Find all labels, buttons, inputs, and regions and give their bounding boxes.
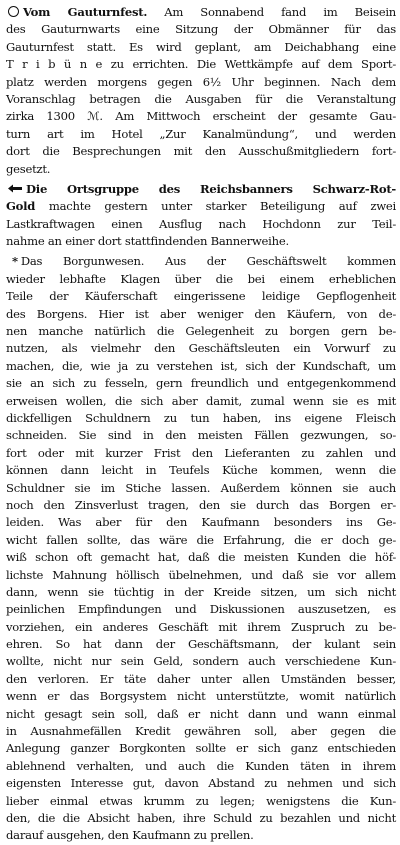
text-line: [6, 21, 396, 38]
body-text: T r i b ü n e zu errichten. Die Wettkämpfe auf dem Sport-: [6, 57, 396, 72]
text-line: [6, 793, 396, 810]
text-line: [6, 288, 396, 305]
body-text: lichste Mahnung höllisch übelnehmen, und daß sie vor allem: [6, 567, 396, 582]
body-text: Gauturnfest statt. Es wird geplant, am Deichabhang eine: [6, 39, 396, 54]
text-line: [6, 480, 396, 497]
article-3: [6, 253, 396, 844]
text-line: [6, 375, 396, 392]
text-line: [6, 108, 396, 125]
body-text: machte gestern unter starker Beteiligung auf zwei: [35, 199, 396, 214]
text-line: [6, 323, 396, 340]
body-text: wicht fallen sollte, das wäre die Erfahrung, die er doch ge-: [6, 532, 396, 547]
body-text: dann, wenn sie tüchtig in der Kreide sitzen, um sich nicht: [6, 584, 396, 599]
body-text: eigensten Interesse gut, davon Abstand zu nehmen und sich: [6, 776, 396, 791]
text-line: [6, 723, 396, 740]
text-line: [6, 233, 396, 250]
text-line: [6, 636, 396, 653]
body-text: nahme an einer dort stattfindenden Bannerweihe.: [6, 234, 289, 249]
text-line: [6, 671, 396, 688]
text-line: [6, 688, 396, 705]
body-text: wenn er das Borgsystem nicht unterstützte, womit natürlich: [6, 689, 396, 704]
text-line: [6, 393, 396, 410]
body-text: nicht gesagt sein soll, daß er nicht dann und wann einmal: [6, 706, 396, 721]
body-text: Schuldner sie im Stiche lassen. Außerdem können sie auch: [6, 480, 396, 495]
body-text: ablehnend verhalten, und auch die Kunden täten in ihrem: [6, 758, 396, 773]
body-text: des Gauturnwarts eine Sitzung der Obmänner für das: [6, 22, 396, 37]
body-text: den verloren. Er täte daher unter allen Umständen besser,: [6, 671, 396, 686]
text-line: [6, 271, 396, 288]
body-text: wollte, nicht nur sein Geld, sondern auch verschiedene Kun-: [6, 654, 396, 669]
text-line: [6, 619, 396, 636]
text-line: [6, 358, 396, 375]
text-line: [6, 340, 396, 357]
body-text: erweisen wollen, die sich aber damit, zumal wenn sie es mit: [6, 393, 396, 408]
text-line: [6, 740, 396, 757]
body-text: darauf ausgehen, den Kaufmann zu prellen.: [6, 828, 254, 843]
text-line: [6, 758, 396, 775]
article-2: [6, 181, 396, 251]
body-text: leiden. Was aber für den Kaufmann besonders ins Ge-: [6, 515, 396, 530]
body-text: turn art im Hotel „Zur Kanalmündung“, und werden: [6, 126, 396, 141]
headline: Vom Gauturnfest.: [23, 5, 148, 19]
body-text: platz werden morgens gegen 6½ Uhr beginnen. Nach dem: [6, 74, 396, 89]
text-line: [6, 514, 396, 531]
body-text: Voranschlag betragen die Ausgaben für die Veranstaltung: [6, 91, 396, 106]
text-line: [6, 497, 396, 514]
headline: Die Ortsgruppe des Reichsbanners Schwarz-Rot-: [26, 181, 396, 196]
text-line: [6, 827, 396, 844]
body-text: dickfelligen Schuldnern zu tun haben, ins eigene Fleisch: [6, 410, 396, 425]
body-text: Am Sonnabend fand im Beisein: [147, 5, 396, 19]
body-text: machen, die, wie ja zu verstehen ist, sich der Kundschaft, um: [6, 358, 396, 373]
body-text: sie an sich zu fesseln, gern freundlich und entgegenkommend: [6, 376, 396, 391]
arrow-icon: [8, 181, 22, 198]
body-text: fort oder mit kurzer Frist den Lieferanten zu zahlen und: [6, 445, 396, 460]
body-text: in Ausnahmefällen Kredit gewähren soll, aber gegen die: [6, 724, 396, 739]
text-line: [6, 549, 396, 566]
body-text: Das Borgunwesen. Aus der Geschäftswelt kommen: [20, 254, 396, 269]
star-icon: *: [12, 254, 18, 269]
circle-icon: [8, 6, 19, 17]
text-line: [6, 74, 396, 91]
body-text: peinlichen Empfindungen und Diskussionen auszusetzen, es: [6, 602, 396, 617]
text-line: [6, 427, 396, 444]
body-text: vorziehen, ein anderes Geschäft mit ihrem Zuspruch zu be-: [6, 619, 396, 634]
body-text: gesetzt.: [6, 161, 51, 176]
body-text: des Borgens. Hier ist aber weniger den Käufern, von de-: [6, 306, 396, 321]
text-line: [6, 91, 396, 108]
text-line: [6, 410, 396, 427]
body-text: wiß schon oft gemacht hat, daß die meisten Kunden die höf-: [6, 550, 396, 565]
text-line: [6, 126, 396, 143]
newspaper-column: [6, 4, 396, 843]
text-line: [6, 775, 396, 792]
text-line: [6, 653, 396, 670]
text-line: [6, 39, 396, 56]
headline: Gold: [6, 199, 36, 214]
body-text: lieber einmal etwas krumm zu legen; wenigstens die Kun-: [6, 793, 396, 808]
text-line: [6, 706, 396, 723]
text-line: [6, 181, 396, 198]
body-text: wieder lebhafte Klagen über die bei einem erheblichen: [6, 271, 396, 286]
body-text: nen manche natürlich die Gelegenheit zu borgen gern be-: [6, 324, 396, 339]
text-line: [6, 584, 396, 601]
body-text: können dann leicht in Teufels Küche kommen, wenn die: [6, 463, 396, 478]
text-line: [6, 567, 396, 584]
text-line: [6, 198, 396, 215]
text-line: [6, 253, 396, 270]
body-text: nutzen, als vielmehr den Geschäftsleuten ein Vorwurf zu: [6, 341, 396, 356]
body-text: dort die Besprechungen mit den Ausschußmitgliedern fort-: [6, 144, 396, 159]
body-text: Lastkraftwagen einen Ausflug nach Hochdonn zur Teil-: [6, 216, 396, 231]
body-text: ehren. So hat dann der Geschäftsmann, der kulant sein: [6, 637, 396, 652]
text-line: [6, 445, 396, 462]
body-text: Teile der Käuferschaft eingerissene leidige Gepflogenheit: [6, 289, 396, 304]
text-line: [6, 161, 396, 178]
body-text: Anlegung ganzer Borgkonten sollte er sich ganz entschieden: [6, 741, 396, 756]
body-text: noch den Zinsverlust tragen, den sie durch das Borgen er-: [6, 497, 396, 512]
text-line: [6, 306, 396, 323]
text-line: [6, 532, 396, 549]
text-line: [6, 810, 396, 827]
text-line: [6, 462, 396, 479]
text-line: [6, 143, 396, 160]
body-text: den, die die Absicht haben, ihre Schuld zu bezahlen und nicht: [6, 810, 396, 825]
text-line: [6, 4, 396, 21]
body-text: schneiden. Sie sind in den meisten Fällen gezwungen, so-: [6, 428, 396, 443]
text-line: [6, 56, 396, 73]
text-line: [6, 601, 396, 618]
text-line: [6, 216, 396, 233]
article-1: [6, 4, 396, 178]
body-text: zirka 1300 ℳ. Am Mittwoch erscheint der gesamte Gau-: [6, 109, 396, 124]
